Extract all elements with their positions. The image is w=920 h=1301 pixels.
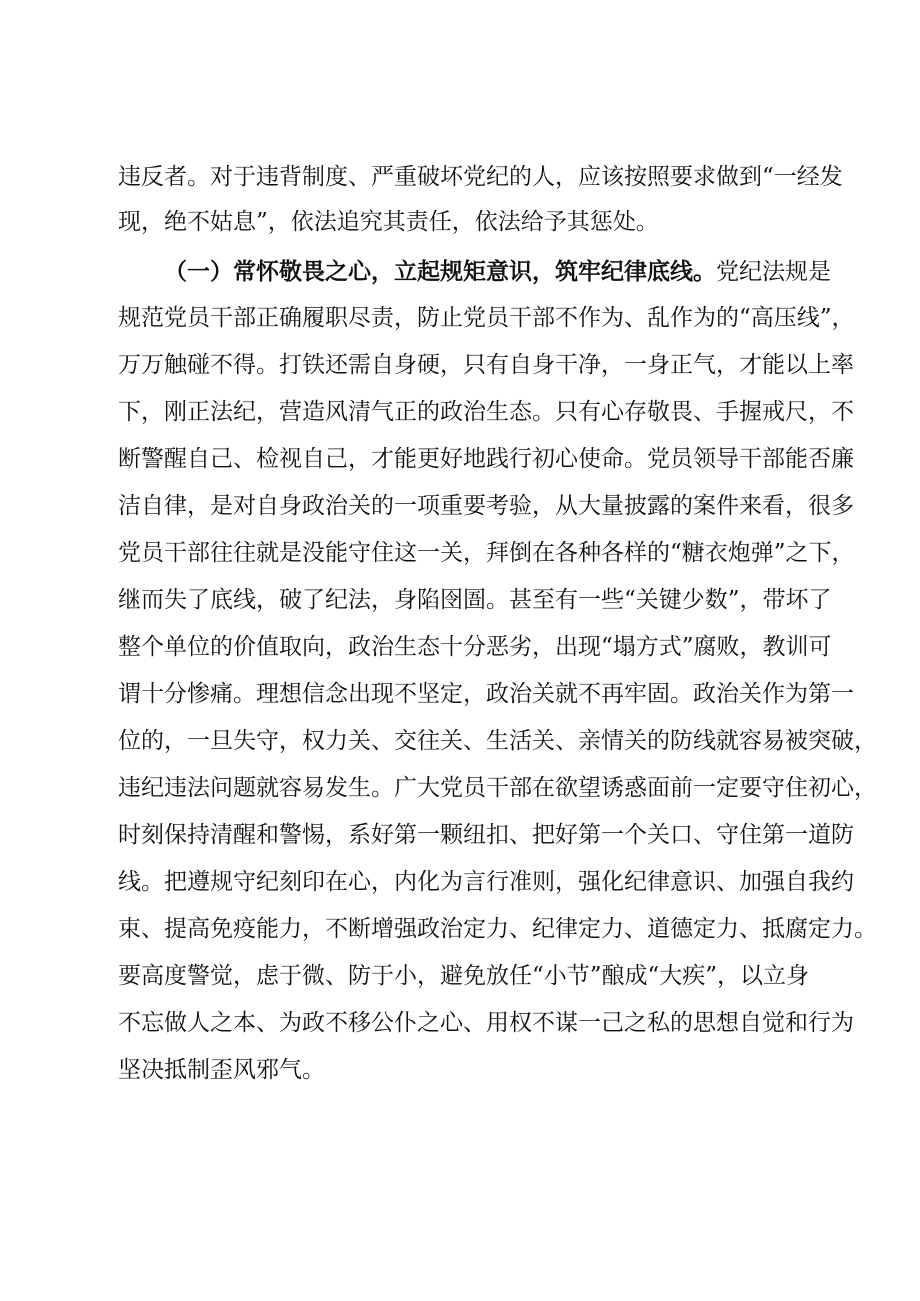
paragraph-2-line: 继而失了底线，破了纪法，身陷囹圄。甚至有一些“关键少数”，带坏了 [118,587,832,613]
paragraph-2-line: 位的，一旦失守，权力关、交往关、生活关、亲情关的防线就容易被突破， [118,728,877,754]
paragraph-1-line-1: 违反者。对于违背制度、严重破坏党纪的人，应该按照要求做到“一经发 [118,164,843,190]
paragraph-2-first-line [164,252,831,292]
paragraph-2-line: 束、提高免疫能力，不断增强政治定力、纪律定力、道德定力、抵腐定力。 [118,916,877,942]
paragraph-2-line: 时刻保持清醒和警惕，系好第一颗纽扣、把好第一个关口、守住第一道防 [118,822,854,848]
paragraph-2-line: 不忘做人之本、为政不移公仆之心、用权不谋一己之私的思想自觉和行为 [118,1010,854,1036]
paragraph-2-line: 要高度警觉，虑于微、防于小，避免放任“小节”酿成“大疾”，以立身 [118,963,810,989]
paragraph-1-line-2: 现，绝不姑息”，依法追究其责任，依法给予其惩处。 [118,209,659,235]
paragraph-2-line: 违纪违法问题就容易发生。广大党员干部在欲望诱惑面前一定要守住初心， [118,775,877,801]
paragraph-2-line: 整个单位的价值取向，政治生态十分恶劣，出现“塌方式”腐败，教训可 [118,634,832,660]
paragraph-2-line: 下，刚正法纪，营造风清气正的政治生态。只有心存敬畏、手握戒尺，不 [118,399,854,425]
paragraph-2-line: 断警醒自己、检视自己，才能更好地践行初心使命。党员领导干部能否廉 [118,446,854,472]
section-heading: （一）常怀敬畏之心，立起规矩意识，筑牢纪律底线。 [164,258,716,285]
paragraph-2-line: 党员干部往往就是没能守住这一关，拜倒在各种各样的“糖衣炮弹”之下， [118,540,855,566]
paragraph-2-line: 规范党员干部正确履职尽责，防止党员干部不作为、乱作为的“高压线”， [118,305,855,331]
paragraph-2-line: 洁自律，是对自身政治关的一项重要考验，从大量披露的案件来看，很多 [118,493,854,519]
section-heading-continuation: 党纪法规是 [716,259,831,285]
paragraph-2-line: 线。把遵规守纪刻印在心，内化为言行准则，强化纪律意识、加强自我约 [118,869,854,895]
paragraph-2-line: 万万触碰不得。打铁还需自身硬，只有自身干净，一身正气，才能以上率 [118,352,854,378]
paragraph-2-last-line: 坚决抵制歪风邪气。 [118,1057,325,1083]
paragraph-2-line: 谓十分惨痛。理想信念出现不坚定，政治关就不再牢固。政治关作为第一 [118,681,854,707]
